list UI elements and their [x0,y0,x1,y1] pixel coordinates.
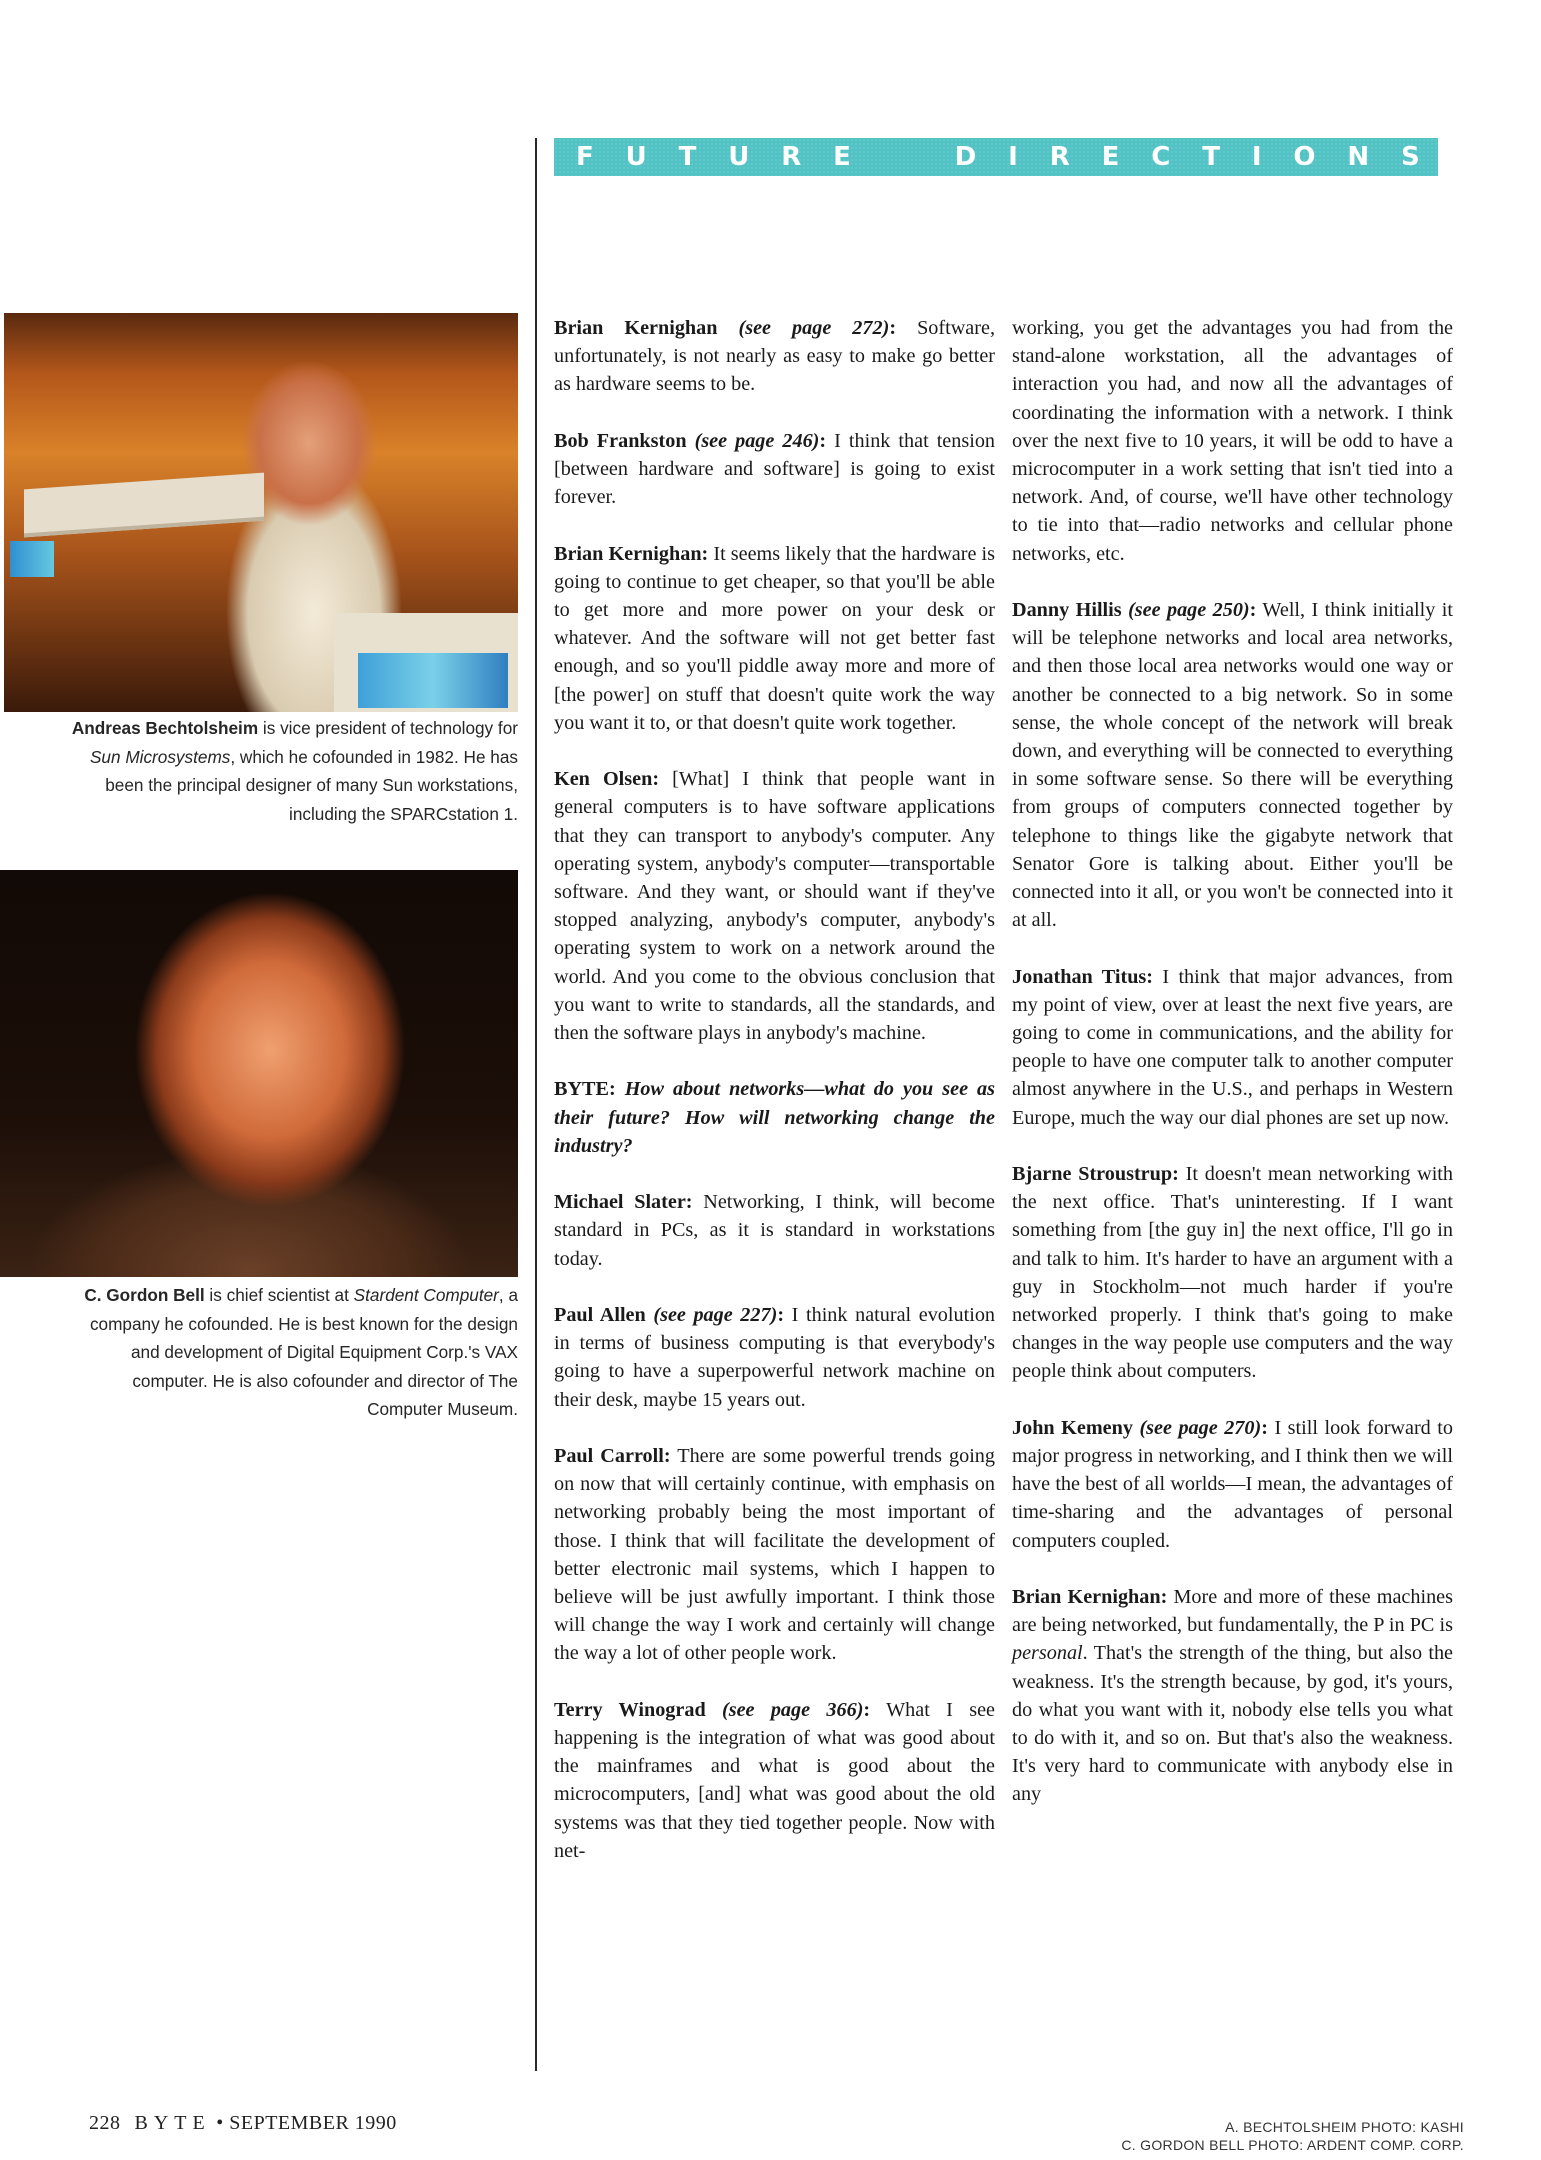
photo-credit-1: A. BECHTOLSHEIM PHOTO: KASHI [1225,2119,1464,2135]
speaker-name: Bob Frankston [554,429,687,452]
quote-paragraph [1012,963,1453,1132]
banner-letter: S [1401,142,1420,172]
quote-paragraph [554,1188,995,1273]
caption-company: Sun Microsystems [89,746,231,767]
page-number: 228 [89,2112,121,2134]
quote-text: More and more of these machines are being networked, but fundamentally, the P in PC is [1012,1586,1453,1637]
page-reference: (see page 366) [722,1698,864,1721]
banner-letter: D [954,142,977,172]
monitor-shape [334,613,518,712]
caption-text: is vice president of technology for [258,718,518,738]
caption-text: is chief scientist at [204,1285,354,1305]
quote-text: There are some powerful trends going on now that will certainly continue, with emphasis on networking probably being the most important of those. I think that will facilitate the development of better electronic mail systems, which I happen to believe will be just awfully important. I think those will change the way I work and certainly will change the way a lot of other people work. [554,1445,995,1665]
question-text: How about networks—what do you see as their future? How will networking change the industry? [554,1078,995,1157]
banner-letter: E [1101,142,1120,172]
banner-letter: N [1347,142,1370,172]
colon: : [889,317,897,339]
caption-company: Stardent Computer [353,1285,499,1305]
quote-paragraph [1012,596,1453,934]
quote-paragraph [554,1301,995,1414]
quote-text: [What] I think that people want in general computers is to have software applications that they can transport to anybody's computer. Any operating system, anybody's computer—transportable software. And they want, or should want if they've stopped analyzing, anybody's computer, anybody's operating system to work on a network around the world. And you come to the obvious conclusion that you want to write to standards, all the standards, and then the software plays in anybody's machine. [554,768,995,1045]
banner-letter: I [1008,142,1018,172]
section-banner [554,138,1438,176]
page-reference: (see page 227) [653,1304,778,1327]
banner-letter: I [1251,142,1262,172]
quote-text: Networking, I think, will become standard in PCs, as it is standard in workstations today. [554,1191,995,1270]
quote-text: I think natural evolution in terms of business computing is that everybody's going to have a superpowerful network machine on their desk, maybe 15 years out. [554,1304,996,1411]
page-reference: (see page 270) [1139,1416,1262,1439]
quote-continuation [1012,314,1453,568]
banner-letter: T [1202,142,1220,172]
photo-credits [1121,2118,1464,2154]
background-screen-shape [10,541,54,577]
speaker-name: Brian Kernighan: [1012,1586,1168,1609]
caption-name: Andreas Bechtolsheim [71,718,259,738]
quote-paragraph [554,765,995,1047]
colon: : [777,1304,785,1327]
quote-paragraph [554,540,995,737]
photo-caption-bechtolsheim [70,714,518,828]
quote-text: working, you get the advantages you had from the stand-alone workstation, all the advantages of interaction you had, and now all the advantages of coordinating the information with a network. I think over the next five to 10 years, it will be odd to have a microcomputer in a work setting that isn't tied into a network. And, of course, we'll have other technology to tie into that—radio networks and cellular phone networks, etc. [1012,317,1453,565]
banner-letter: T [678,142,697,172]
banner-letter: E [833,142,851,172]
banner-letter: F [576,142,594,172]
magazine-name: BYTE [134,2112,211,2134]
photo-credit-2: C. GORDON BELL PHOTO: ARDENT COMP. CORP. [1121,2137,1464,2153]
quote-text: Well, I think initially it will be telephone networks and local area networks, and then those local area networks would one way or another be connected to a big network. So in some sense, the whole concept of the network will break down, and everything will be connected to everything in some software sense. So there will be everything from groups of computers connected together by telephone to things like the gigabyte network that Senator Gore is talking about. Either you'll be connected into it all, or you won't be connected into it at all. [1012,599,1453,932]
speaker-name: Paul Allen [554,1304,646,1327]
emphasis-text: personal [1012,1642,1083,1665]
quote-text: It doesn't mean networking with the next office. That's uninteresting. If I want something from [the guy in] the next office, I'll go in and talk to him. It's harder to have an argument with a guy in Stockholm—not much harder if you're networked properly. I think that's going to make changes in the way people use computers and the way people think about computers. [1012,1163,1454,1383]
speaker-name: Bjarne Stroustrup: [1012,1163,1179,1186]
speaker-name: BYTE: [554,1078,616,1101]
caption-text: , a company he cofounded. He is best known for the design and development of Digital Equipment Corp.'s VAX computer. He is also cofounder and director of The Computer Museum. [89,1285,518,1419]
monitor-screen-shape [358,653,508,708]
speaker-name: John Kemeny [1012,1416,1133,1439]
colon: : [819,429,827,452]
quote-paragraph [1012,1414,1453,1555]
banner-letter: C [1151,142,1171,172]
speaker-name: Terry Winograd [554,1698,706,1721]
quote-text: It seems likely that the hardware is going to continue to get cheaper, so that you'll be able to get more and more power on your desk or whatever. And the software will not get better fast enough, and so you'll piddle away more and more of [the power] on stuff that doesn't quite work the way you want it to, or that doesn't quite work together. [554,542,995,734]
interviewer-question [554,1075,995,1160]
article-column-2 [1012,314,1453,1837]
article-column-1 [554,314,995,1893]
colon: : [1261,1416,1268,1439]
quote-paragraph [554,1696,995,1865]
banner-letter: R [1049,142,1070,172]
page-reference: (see page 246) [694,429,820,452]
quote-text: What I see happening is the integration of what was good about the mainframes and what is good about the microcomputers, [and] what was good about the old systems was that they tied together people. Now with net- [554,1698,995,1862]
issue-date: SEPTEMBER 1990 [229,2112,397,2134]
workstation-box-shape [24,473,264,538]
quote-paragraph [1012,1583,1453,1809]
quote-text: I still look forward to major progress in networking, and I think then we will have the best of all worlds—I mean, the advantages of time-sharing and the advantages of personal computers coupled. [1012,1416,1453,1552]
speaker-name: Jonathan Titus: [1012,965,1154,988]
banner-letter: O [1293,142,1316,172]
speaker-name: Danny Hillis [1012,599,1122,622]
quote-paragraph [554,427,995,512]
banner-letter: R [781,142,802,172]
speaker-name: Michael Slater: [554,1191,693,1214]
quote-text: I think that major advances, from my point of view, over at least the next five years, are going to come in communications, and the ability for people to have one computer talk to another computer almost anywhere in the U.S., and perhaps in Western Europe, much the way our dial phones are set up now. [1012,965,1453,1129]
speaker-name: Ken Olsen: [554,768,660,791]
speaker-name: Brian Kernighan [554,317,718,339]
quote-paragraph [554,314,995,399]
quote-text: . That's the strength of the thing, but also the weakness. It's the strength because, by god, it's yours, do what you want with it, nobody else tells you what to do with it, and so on. But that's also the weakness. It's very hard to communicate with anybody else in any [1012,1642,1453,1806]
page-reference: (see page 272) [738,317,890,339]
quote-text: Software, unfortunately, is not nearly as easy to make go better as hardware seems to be. [554,317,995,396]
colon: : [863,1698,871,1721]
photo-bechtolsheim [4,313,518,712]
photo-caption-gordon-bell [70,1281,518,1424]
caption-text: , which he cofounded in 1982. He has been the principal designer of many Sun workstations, including the SPARCstation 1. [105,746,518,824]
speaker-name: Brian Kernighan: [554,542,709,565]
photo-gordon-bell [0,870,518,1277]
banner-letter: U [728,142,750,172]
speaker-name: Paul Carroll: [554,1445,671,1468]
quote-paragraph [554,1442,995,1668]
quote-paragraph [1012,1160,1453,1386]
footer-bullet: • [216,2112,224,2134]
banner-letter: U [625,142,647,172]
colon: : [1249,599,1257,622]
page-footer [89,2112,397,2135]
quote-text: I think that tension [between hardware and software] is going to exist forever. [554,429,996,509]
caption-name: C. Gordon Bell [84,1285,205,1305]
page-reference: (see page 250) [1128,599,1250,622]
column-divider-rule [535,138,537,2071]
